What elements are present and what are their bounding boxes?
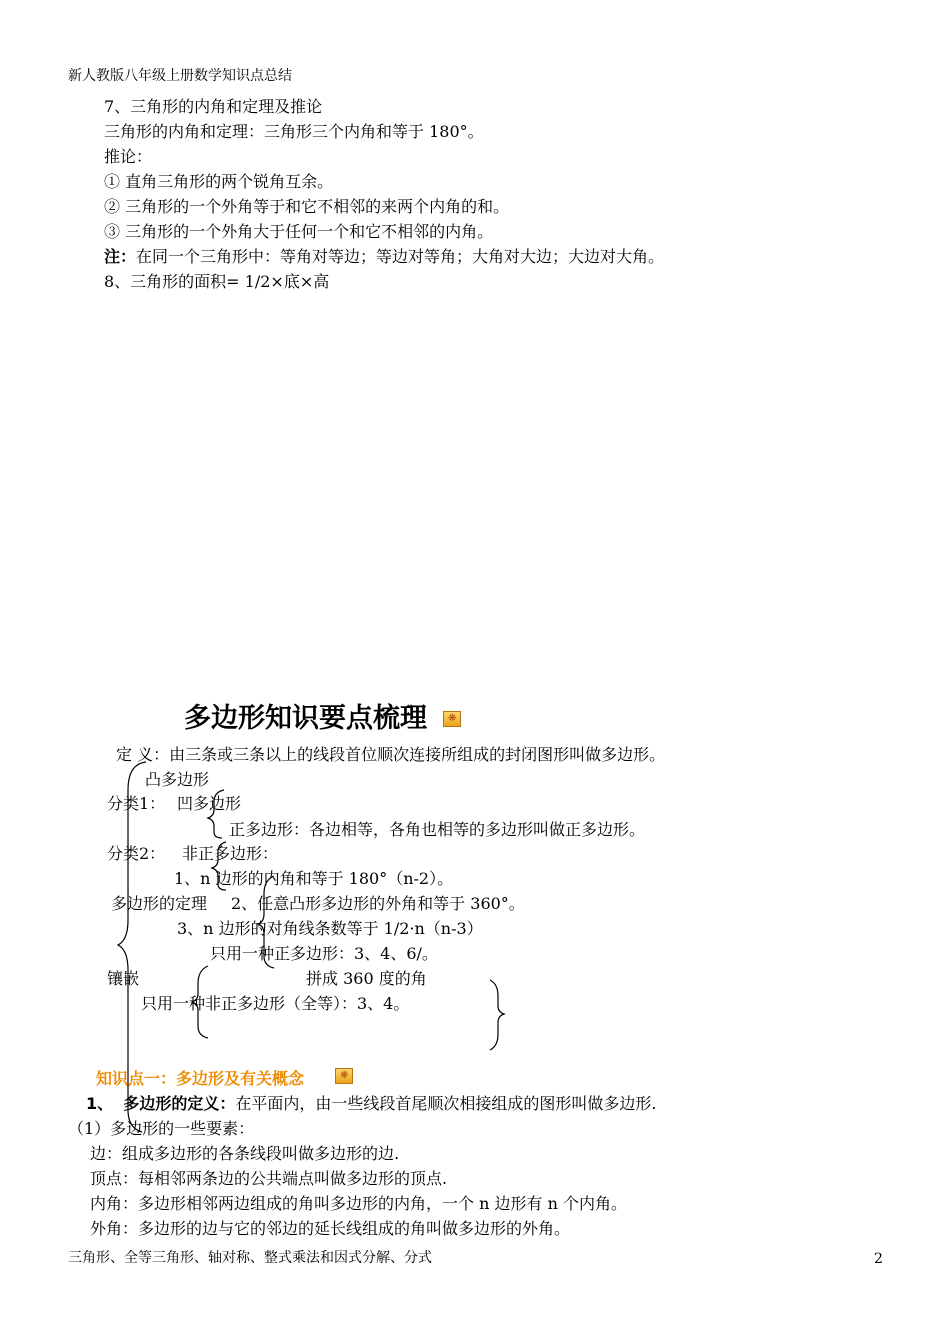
theorem-item: 1、n 边形的内角和等于 180°（n-2）。 [174,869,454,888]
knowledge-heading: 知识点一：多边形及有关概念 [96,1069,305,1088]
section-heading: 7、三角形的内角和定理及推论 [104,97,323,116]
def-text: 在平面内，由一些线段首尾顺次相接组成的图形叫做多边形. [235,1094,657,1113]
class1-label: 分类1： [107,794,166,813]
def-number: 1、 [86,1094,114,1113]
class2-label: 分类2： [107,844,166,863]
folder-flower-icon [335,1068,353,1084]
page-header: 新人教版八年级上册数学知识点总结 [68,68,292,84]
definition-line [116,747,665,763]
tiling-item: 只用一种非正多边形（全等）：3、4。 [141,994,410,1013]
theorem-item: 3、n 边形的对角线条数等于 1/2·n（n-3） [177,919,483,938]
tiling-label: 镶嵌 [107,969,140,988]
def-label: 多边形的定义： [123,1094,236,1113]
page-footer: 三角形、全等三角形、轴对称、整式乘法和因式分解、分式 [68,1250,432,1266]
page-number: 2 [874,1251,883,1267]
corollary-item: ② 三角形的一个外角等于和它不相邻的来两个内角的和。 [104,197,510,216]
elements-heading: （1）多边形的一些要素： [68,1119,255,1138]
corollary-item: ③ 三角形的一个外角大于任何一个和它不相邻的内角。 [104,222,494,241]
area-formula: 8、三角形的面积= 1/2×底×高 [104,272,330,291]
definition-label: 定 义： [116,745,170,764]
polygon-definition-line [86,1096,656,1112]
tiling-item: 拼成 360 度的角 [306,969,427,988]
convex-label: 凸多边形 [145,770,210,789]
element-exterior-angle: 外角：多边形的边与它的邻边的延长线组成的角叫做多边形的外角。 [90,1219,571,1238]
right-brace [490,980,504,1050]
theorem-label: 多边形的定理 [111,894,208,913]
corollary-label: 推论： [104,147,153,166]
element-side: 边：组成多边形的各条线段叫做多边形的边. [90,1144,400,1163]
nonregular-label: 非正多边形： [182,844,279,863]
definition-text: 由三条或三条以上的线段首位顺次连接所组成的封闭图形叫做多边形。 [169,745,666,764]
theorem-item: 2、任意凸形多边形的外角和等于 360°。 [231,894,525,913]
theorem-text: 三角形的内角和定理：三角形三个内角和等于 180°。 [104,122,484,141]
regular-definition: 正多边形：各边相等，各角也相等的多边形叫做正多边形。 [229,820,646,839]
element-vertex: 顶点：每相邻两条边的公共端点叫做多边形的顶点. [90,1169,448,1188]
element-interior-angle: 内角：多边形相邻两边组成的角叫多边形的内角，一个 n 边形有 n 个内角。 [90,1194,627,1213]
corollary-item: ① 直角三角形的两个锐角互余。 [104,172,334,191]
concave-label: 凹多边形 [177,794,242,813]
note-label: 注： [104,247,137,266]
tiling-item: 只用一种正多边形：3、4、6/。 [210,944,438,963]
note-text: 在同一个三角形中：等角对等边；等边对等角；大角对大边；大边对大角。 [136,247,665,266]
page-title: 多边形知识要点梳理 [184,703,427,734]
